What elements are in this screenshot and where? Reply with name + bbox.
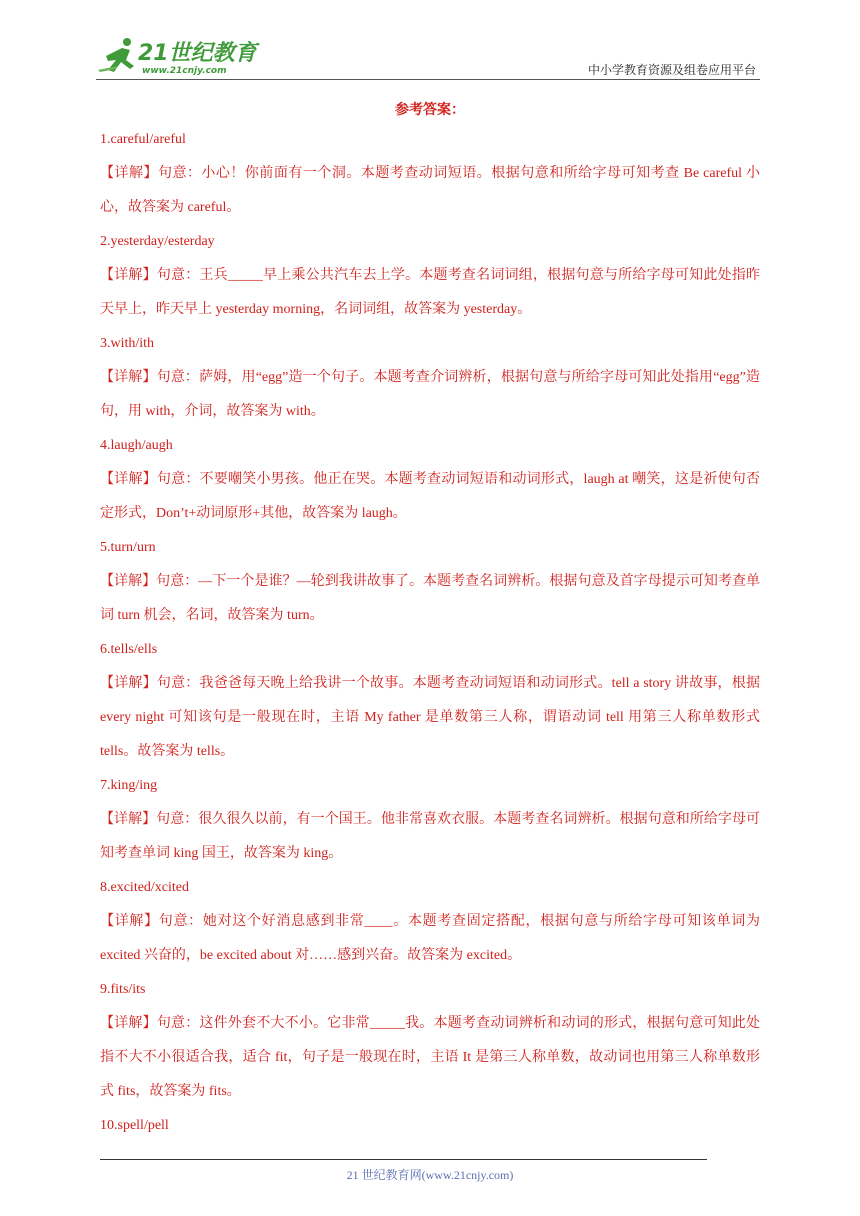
page-header	[0, 0, 860, 82]
answer-key: 10.spell/pell	[100, 1118, 169, 1133]
answer-content	[100, 98, 760, 1143]
answer-list	[100, 123, 760, 1143]
answer-key: 8.excited/xcited	[100, 880, 190, 895]
answer-detail: 【详解】句意：很久很久以前，有一个国王。他非常喜欢衣服。本题考查名词辨析。根据句意和所给字母可知考查单词 king 国王，故答案为 king。	[100, 812, 760, 861]
answer-key: 1.careful/areful	[100, 132, 186, 147]
answer-key: 2.yesterday/esterday	[100, 234, 215, 249]
answer-detail: 【详解】句意：不要嘲笑小男孩。他正在哭。本题考查动词短语和动词形式，laugh at 嘲笑，这是祈使句否定形式，Don’t+动词原形+其他，故答案为 laugh。	[100, 472, 760, 521]
logo-text: 21世纪教育	[138, 41, 257, 66]
answer-detail: 【详解】句意：—下一个是谁？—轮到我讲故事了。本题考查名词辨析。根据句意及首字母提示可知考查单词 turn 机会，名词，故答案为 turn。	[100, 574, 760, 623]
platform-name: 中小学教育资源及组卷应用平台	[587, 63, 756, 77]
answer-key: 6.tells/ells	[100, 642, 158, 657]
header-divider	[96, 79, 760, 80]
footer-text: 21 世纪教育网(www.21cnjy.com)	[346, 1168, 514, 1182]
footer-divider	[100, 1159, 707, 1160]
answer-key: 9.fits/its	[100, 982, 146, 997]
runner-logo-icon	[98, 38, 134, 72]
answer-key: 3.with/ith	[100, 336, 155, 351]
answer-key: 5.turn/urn	[100, 540, 156, 555]
answer-detail: 【详解】句意：她对这个好消息感到非常____。本题考查固定搭配，根据句意与所给字母可知该单词为 excited 兴奋的，be excited about 对……感到兴奋。故答案为 excited。	[100, 914, 760, 963]
answer-detail: 【详解】句意：这件外套不大不小。它非常_____我。本题考查动词辨析和动词的形式，根据句意可知此处指不大不小很适合我，适合 fit，句子是一般现在时，主语 It 是第三人称单数，故动词也用第三人称单数形式 fits，故答案为 fits。	[100, 1016, 760, 1099]
answer-detail: 【详解】句意：小心！你前面有一个洞。本题考查动词短语。根据句意和所给字母可知考查 Be careful 小心，故答案为 careful。	[100, 166, 760, 215]
answer-detail: 【详解】句意：萨姆，用“egg”造一个句子。本题考查介词辨析，根据句意与所给字母可知此处指用“egg”造句，用 with，介词，故答案为 with。	[100, 370, 760, 419]
answer-detail: 【详解】句意：王兵_____早上乘公共汽车去上学。本题考查名词词组，根据句意与所给字母可知此处指昨天早上，昨天早上 yesterday morning，名词词组，故答案为 yesterday。	[100, 268, 760, 317]
logo	[96, 36, 266, 78]
answer-key: 7.king/ing	[100, 778, 158, 793]
answer-title: 参考答案：	[395, 102, 465, 118]
answer-key: 4.laugh/augh	[100, 438, 173, 453]
logo-url-text: www.21cnjy.com	[142, 66, 227, 76]
answer-detail: 【详解】句意：我爸爸每天晚上给我讲一个故事。本题考查动词短语和动词形式。tell a story 讲故事，根据 every night 可知该句是一般现在时，主语 My father 是单数第三人称，谓语动词 tell 用第三人称单数形式 tells。故答案为 tells。	[100, 676, 760, 759]
